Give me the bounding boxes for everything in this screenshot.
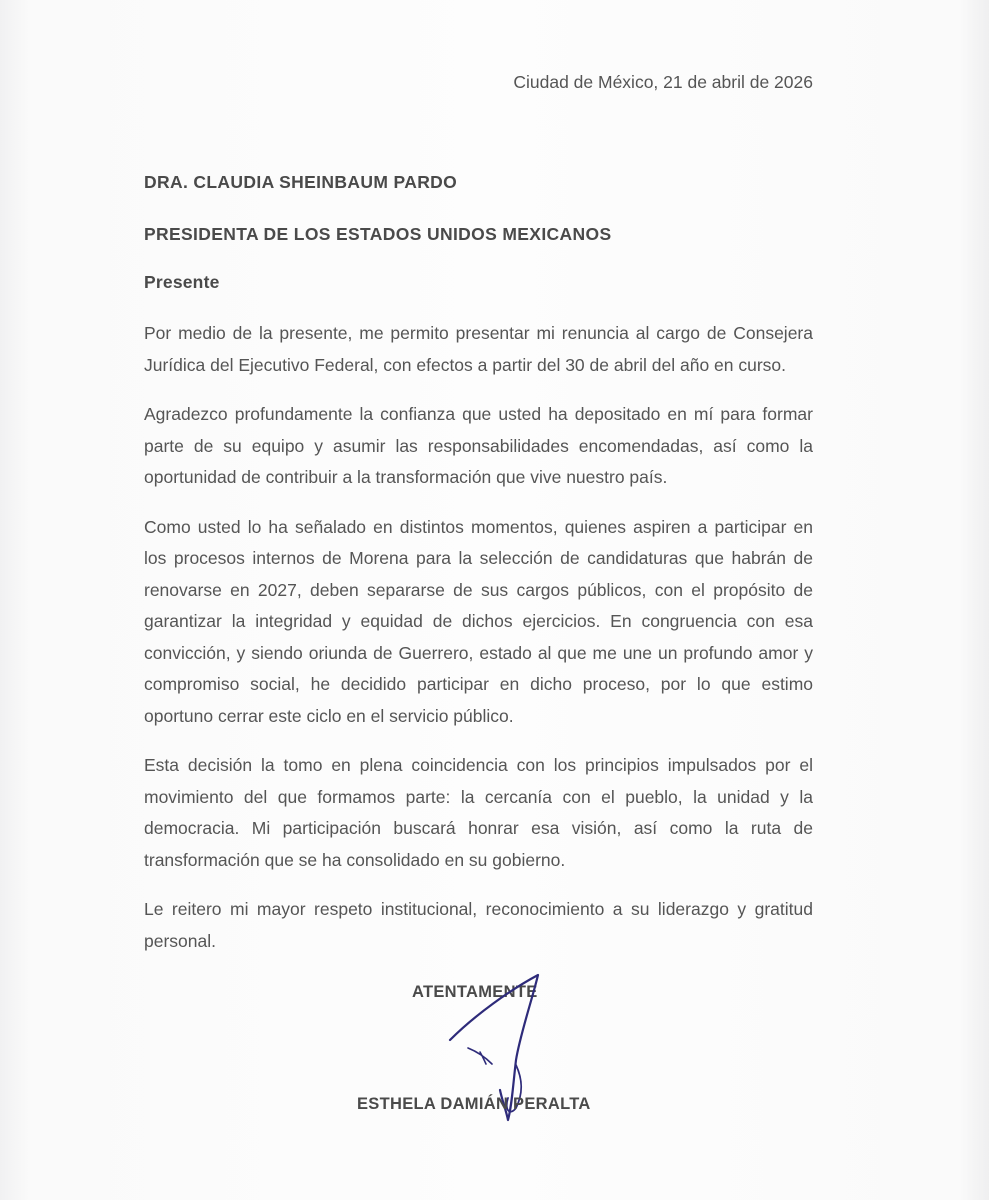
addressee-name: DRA. CLAUDIA SHEINBAUM PARDO [144, 172, 458, 192]
greeting: Presente [144, 272, 220, 292]
paragraph-principles: Esta decisión la tomo en plena coincidencia con los principios impulsados por el movimiento del que formamos parte: la cercanía con el pueblo, la unidad y la democracia. Mi participación buscará honrar esa visión, así como la ruta de transformación que se ha consolidado en su gobierno. [144, 755, 813, 870]
paragraph-gratitude: Agradezco profundamente la confianza que usted ha depositado en mí para formar parte de su equipo y asumir las responsabilidades encomendadas, así como la oportunidad de contribuir a la transformación que vive nuestro país. [144, 404, 813, 487]
closing-salutation: ATENTAMENTE [412, 983, 538, 1001]
paragraph-resignation: Por medio de la presente, me permito presentar mi renuncia al cargo de Consejera Jurídica del Ejecutivo Federal, con efectos a partir del 30 de abril del año en curso. [144, 323, 813, 375]
letter-body [144, 318, 813, 975]
paragraph-reasons: Como usted lo ha señalado en distintos momentos, quienes aspiren a participar en los procesos internos de Morena para la selección de candidaturas que habrán de renovarse en 2027, deben separarse de sus cargos públicos, con el propósito de garantizar la integridad y equidad de dichos ejercicios. En congruencia con esa convicción, y siendo oriunda de Guerrero, estado al que me une un profundo amor y compromiso social, he decidido participar en dicho proceso, por lo que estimo oportuno cerrar este ciclo en el servicio público. [144, 516, 813, 726]
addressee-title: PRESIDENTA DE LOS ESTADOS UNIDOS MEXICANOS [144, 224, 612, 244]
signer-name: ESTHELA DAMIÁN PERALTA [357, 1095, 591, 1113]
paragraph-closing-remarks: Le reitero mi mayor respeto institucional, reconocimiento a su liderazgo y gratitud personal. [144, 899, 813, 951]
place-date: Ciudad de México, 21 de abril de 2026 [513, 72, 813, 92]
